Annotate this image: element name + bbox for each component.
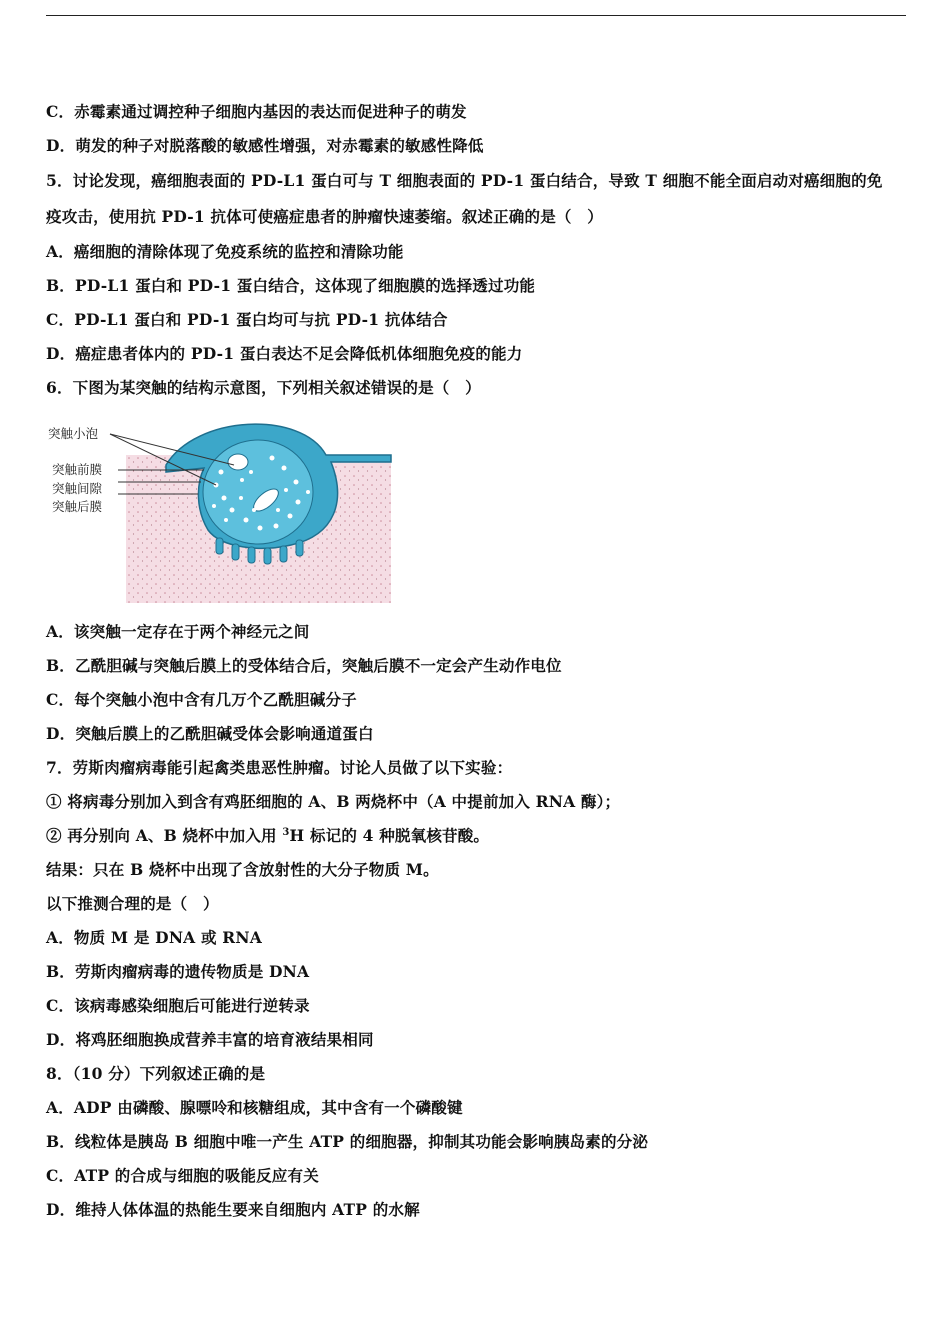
q7-question: 以下推测合理的是（ ） [46, 894, 219, 913]
header-rule [46, 15, 906, 16]
synapse-figure [46, 410, 396, 605]
q8-option-c: C．ATP 的合成与细胞的吸能反应有关 [46, 1166, 319, 1185]
label-postsynaptic-membrane: 突触后膜 [52, 499, 103, 514]
q8-option-b: B．线粒体是胰岛 B 细胞中唯一产生 ATP 的细胞器，抑制其功能会影响胰岛素的分泌 [46, 1132, 649, 1151]
q7-option-c: C．该病毒感染细胞后可能进行逆转录 [46, 996, 310, 1015]
q5-option-a: A．癌细胞的清除体现了免疫系统的监控和清除功能 [46, 242, 404, 261]
q4-option-d: D．萌发的种子对脱落酸的敏感性增强，对赤霉素的敏感性降低 [46, 136, 484, 155]
q7-step2: ② 再分别向 A、B 烧杯中加入用 $^3$H 标记的 4 种脱氧核苷酸。 [46, 826, 490, 845]
q5-option-b: B．PD-L1 蛋白和 PD-1 蛋白结合，这体现了细胞膜的选择透过功能 [46, 276, 536, 295]
q6-option-a: A．该突触一定存在于两个神经元之间 [46, 622, 310, 641]
q7-option-b: B．劳斯肉瘤病毒的遗传物质是 DNA [46, 962, 310, 981]
q6-stem: 6．下图为某突触的结构示意图，下列相关叙述错误的是（ ） [46, 378, 481, 397]
q6-option-b: B．乙酰胆碱与突触后膜上的受体结合后，突触后膜不一定会产生动作电位 [46, 656, 562, 675]
q5-stem-line1: 5．讨论发现，癌细胞表面的 PD-L1 蛋白可与 T 细胞表面的 PD-1 蛋白结合，导致 T 细胞不能全面启动对癌细胞的免 [46, 171, 883, 190]
q8-stem: 8．（10 分）下列叙述正确的是 [46, 1064, 266, 1083]
q8-option-a: A．ADP 由磷酸、腺嘌呤和核糖组成，其中含有一个磷酸键 [46, 1098, 463, 1117]
q7-option-a: A．物质 M 是 DNA 或 RNA [46, 928, 262, 947]
q5-option-d: D．癌症患者体内的 PD-1 蛋白表达不足会降低机体细胞免疫的能力 [46, 344, 523, 363]
q4-option-c: C．赤霉素通过调控种子细胞内基因的表达而促进种子的萌发 [46, 102, 467, 121]
q7-option-d: D．将鸡胚细胞换成营养丰富的培育液结果相同 [46, 1030, 374, 1049]
q7-result: 结果：只在 B 烧杯中出现了含放射性的大分子物质 M。 [46, 860, 439, 879]
label-presynaptic-membrane: 突触前膜 [52, 462, 103, 477]
q7-step1: ① 将病毒分别加入到含有鸡胚细胞的 A、B 两烧杯中（A 中提前加入 RNA 酶）； [46, 792, 621, 811]
q7-stem: 7．劳斯肉瘤病毒能引起禽类患恶性肿瘤。讨论人员做了以下实验： [46, 758, 513, 777]
q6-option-c: C．每个突触小泡中含有几万个乙酰胆碱分子 [46, 690, 357, 709]
q8-option-d: D．维持人体体温的热能生要来自细胞内 ATP 的水解 [46, 1200, 420, 1219]
q6-option-d: D．突触后膜上的乙酰胆碱受体会影响通道蛋白 [46, 724, 374, 743]
label-synaptic-vesicle: 突触小泡 [48, 426, 99, 441]
q5-stem-line2: 疫攻击，使用抗 PD-1 抗体可使癌症患者的肿瘤快速萎缩。叙述正确的是（ ） [46, 207, 603, 226]
label-synaptic-cleft: 突触间隙 [52, 481, 103, 496]
q5-option-c: C．PD-L1 蛋白和 PD-1 蛋白均可与抗 PD-1 抗体结合 [46, 310, 448, 329]
